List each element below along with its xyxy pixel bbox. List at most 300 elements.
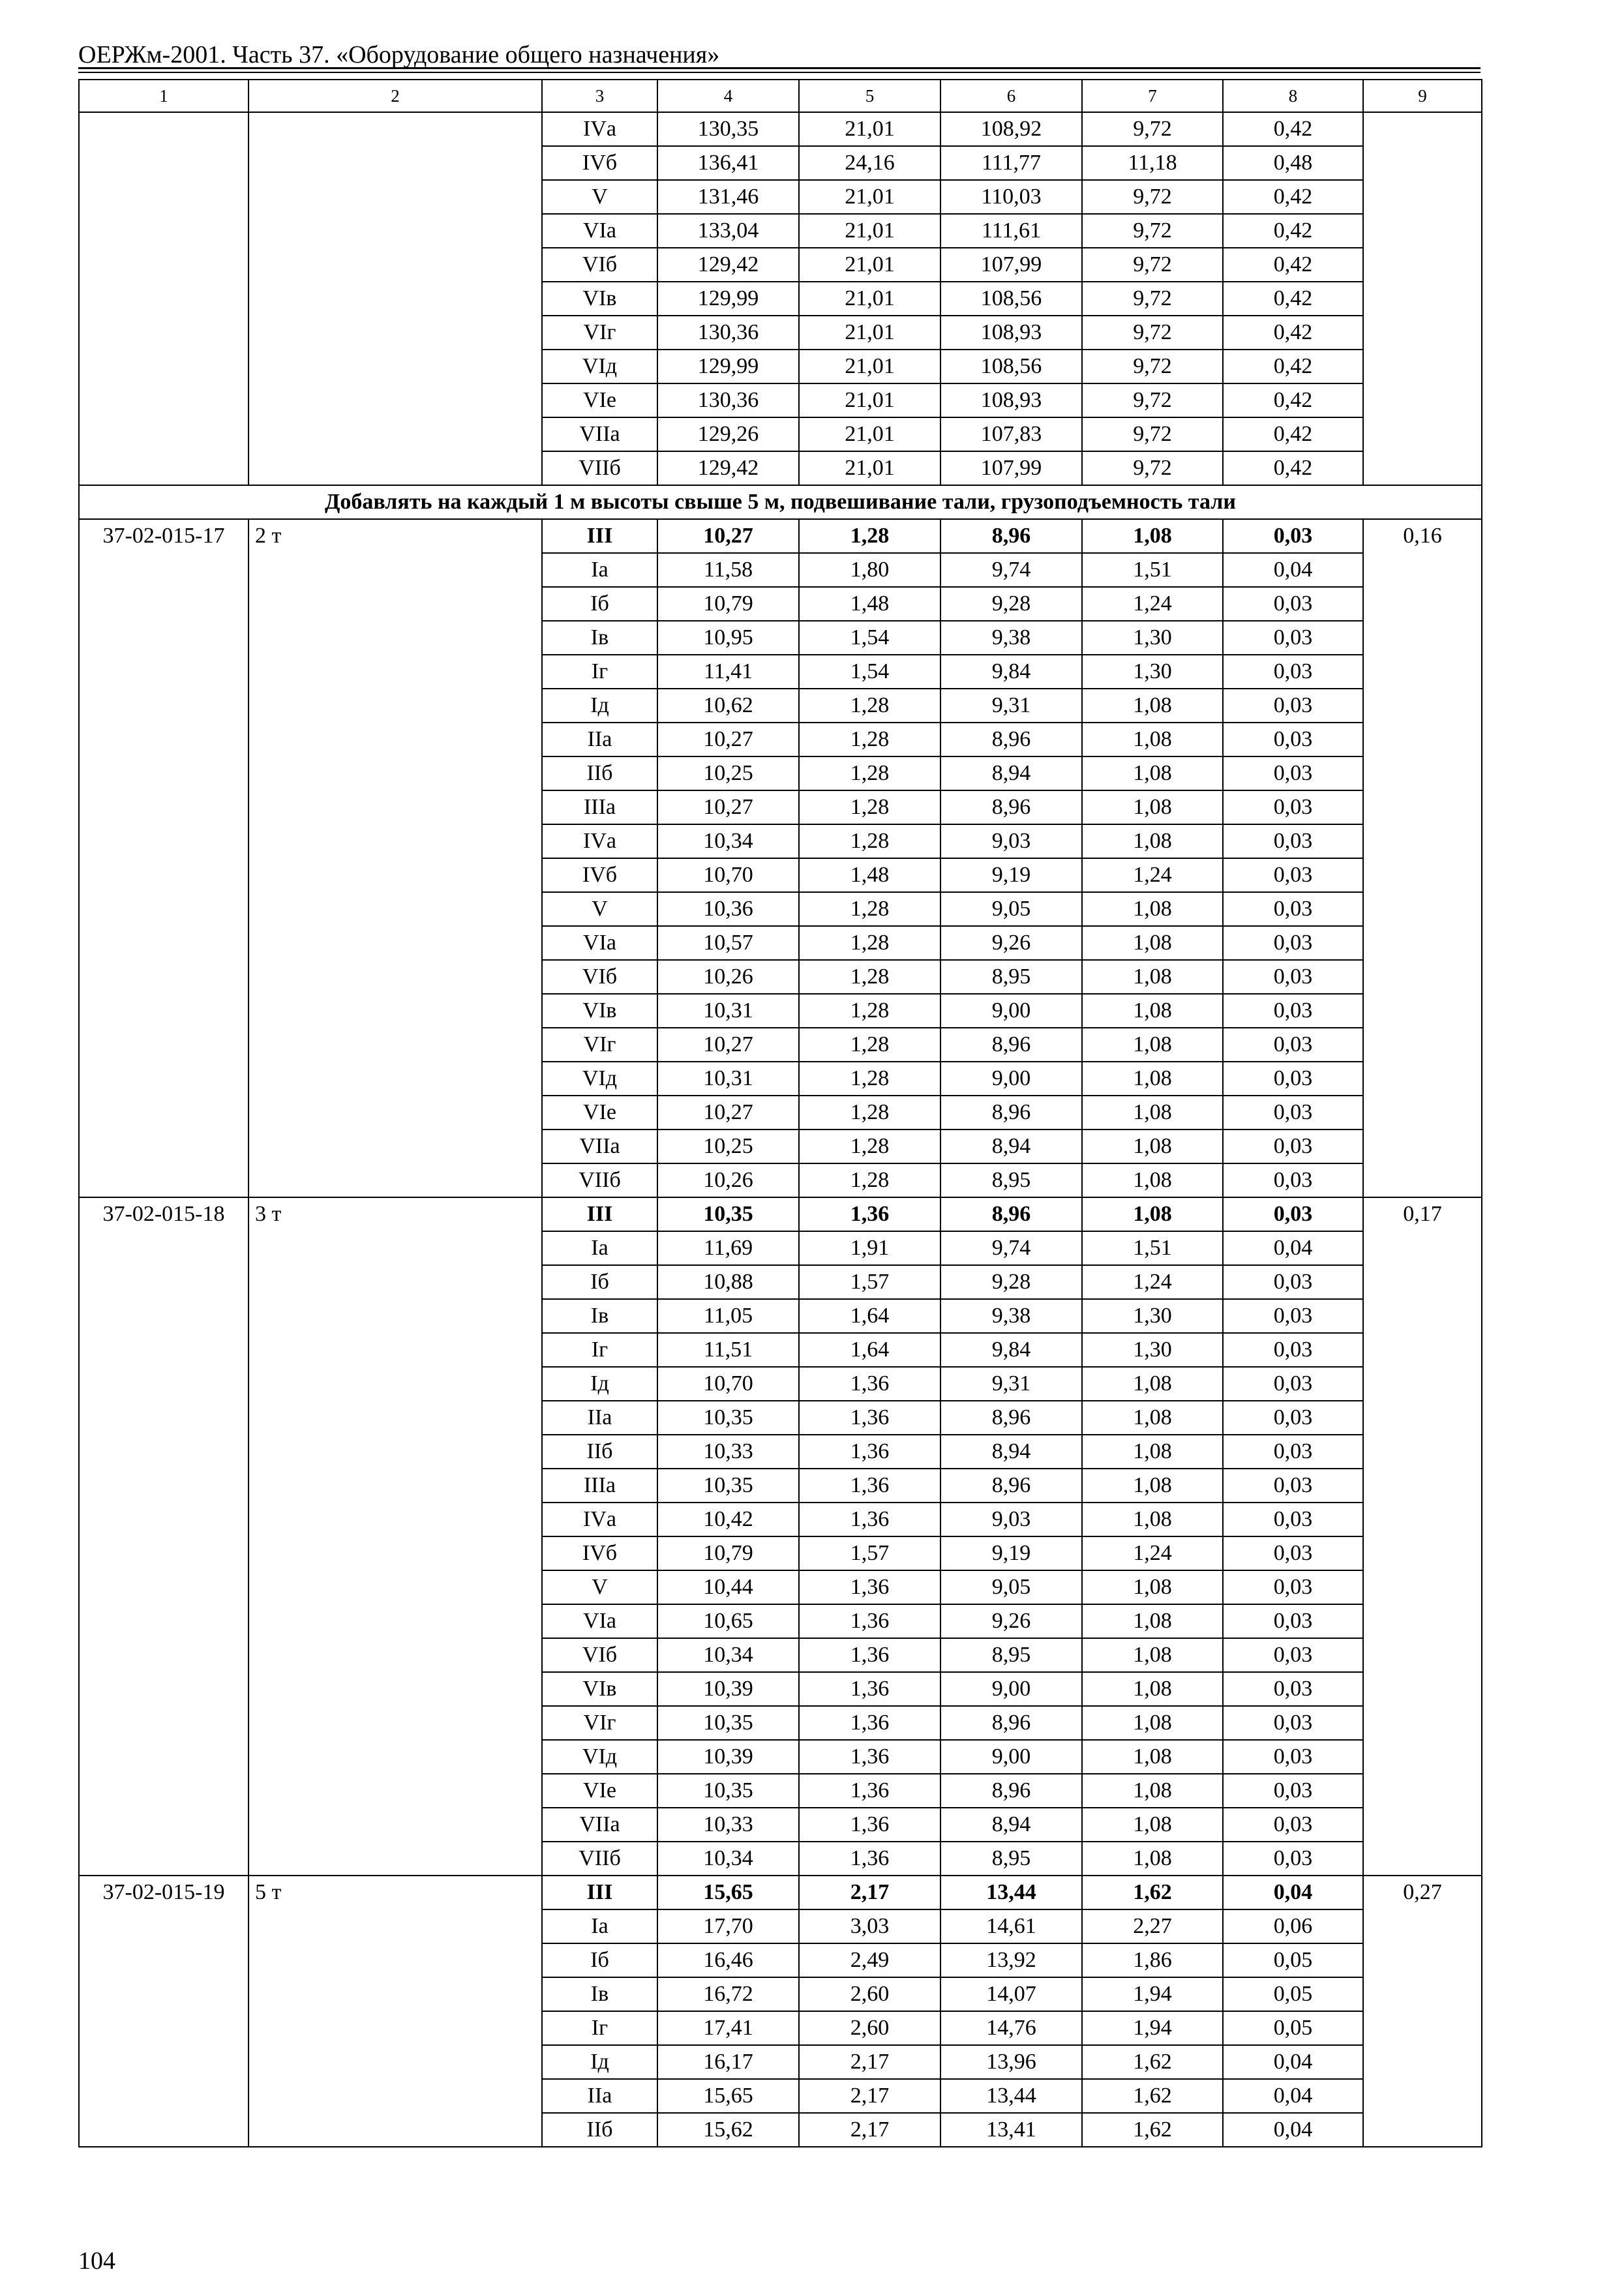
total-cost: 10,34 [657,824,799,858]
machine-cost: 110,03 [940,180,1082,214]
total-cost: 10,70 [657,1367,799,1401]
wages: 1,36 [799,1638,940,1672]
region-code: VIв [542,994,657,1028]
total-cost: 10,79 [657,587,799,621]
total-cost: 130,36 [657,316,799,350]
name-cell [248,112,542,485]
materials-cost: 0,03 [1223,1130,1363,1163]
norm-table [78,79,1482,2147]
column-number-row [79,80,1482,112]
region-code: VIIа [542,417,657,451]
total-cost: 10,35 [657,1706,799,1740]
wages: 2,17 [799,2079,940,2113]
hoist-capacity: 3 т [248,1197,542,1876]
document-title: ОЕРЖм-2001. Часть 37. «Оборудование общего назначения» [78,41,720,68]
wages: 1,28 [799,1163,940,1197]
materials-cost: 0,03 [1223,858,1363,892]
machine-cost: 108,56 [940,350,1082,383]
region-code: VIг [542,1706,657,1740]
region-code: Iа [542,1231,657,1265]
table-row [79,112,1482,146]
wages: 2,17 [799,1876,940,1909]
total-cost: 10,34 [657,1842,799,1876]
total-cost: 129,42 [657,451,799,485]
machine-cost: 9,26 [940,926,1082,960]
machine-cost: 8,96 [940,1706,1082,1740]
materials-cost: 0,04 [1223,2079,1363,2113]
materials-cost: 0,03 [1223,1333,1363,1367]
column-number: 8 [1223,80,1363,112]
machine-cost: 9,19 [940,1536,1082,1570]
total-cost: 11,05 [657,1299,799,1333]
machine-cost: 9,28 [940,1265,1082,1299]
region-code: Iг [542,2011,657,2045]
machine-cost: 111,77 [940,146,1082,180]
machinist-wages: 1,08 [1082,892,1223,926]
region-code: VIIа [542,1130,657,1163]
wages: 2,60 [799,1977,940,2011]
machine-cost: 108,92 [940,112,1082,146]
region-code: Iв [542,1977,657,2011]
wages: 1,28 [799,756,940,790]
header-rule-thin [78,72,1481,73]
machinist-wages: 9,72 [1082,350,1223,383]
machinist-wages: 1,24 [1082,587,1223,621]
region-code: IIа [542,2079,657,2113]
total-cost: 10,95 [657,621,799,655]
machinist-wages: 1,24 [1082,858,1223,892]
wages: 2,49 [799,1943,940,1977]
materials-cost: 0,03 [1223,1536,1363,1570]
machinist-wages: 1,62 [1082,2079,1223,2113]
table-row [79,1197,1482,1231]
wages: 1,28 [799,1096,940,1130]
machine-cost: 8,96 [940,1028,1082,1062]
total-cost: 16,72 [657,1977,799,2011]
table-row [79,519,1482,553]
region-code: VIIа [542,1808,657,1842]
wages: 1,28 [799,1028,940,1062]
machine-cost: 108,93 [940,383,1082,417]
total-cost: 129,42 [657,248,799,282]
wages: 1,36 [799,1197,940,1231]
machinist-wages: 1,86 [1082,1943,1223,1977]
region-code: IIб [542,1435,657,1469]
total-cost: 10,31 [657,1062,799,1096]
machinist-wages: 1,30 [1082,1299,1223,1333]
machinist-wages: 1,08 [1082,1638,1223,1672]
total-cost: 130,35 [657,112,799,146]
region-code: III [542,1876,657,1909]
machine-cost: 9,84 [940,655,1082,689]
wages: 24,16 [799,146,940,180]
total-cost: 10,39 [657,1740,799,1774]
wages: 1,36 [799,1367,940,1401]
norm-code: 37-02-015-19 [79,1876,248,2147]
wages: 21,01 [799,316,940,350]
total-cost: 10,33 [657,1435,799,1469]
region-code: IIа [542,723,657,756]
total-cost: 131,46 [657,180,799,214]
hoist-capacity: 5 т [248,1876,542,2147]
wages: 1,28 [799,994,940,1028]
wages: 2,60 [799,2011,940,2045]
region-code: IVб [542,146,657,180]
region-code: IIб [542,2113,657,2147]
machine-cost: 107,99 [940,451,1082,485]
machine-cost: 8,96 [940,1401,1082,1435]
region-code: VIб [542,248,657,282]
total-cost: 10,26 [657,1163,799,1197]
materials-cost: 0,03 [1223,892,1363,926]
wages: 21,01 [799,350,940,383]
materials-cost: 0,42 [1223,350,1363,383]
wages: 3,03 [799,1909,940,1943]
machinist-wages: 1,08 [1082,723,1223,756]
region-code: IIб [542,756,657,790]
norm-code: 37-02-015-18 [79,1197,248,1876]
total-cost: 10,65 [657,1604,799,1638]
machine-cost: 9,00 [940,1062,1082,1096]
materials-cost: 0,42 [1223,282,1363,316]
machinist-wages: 1,08 [1082,1469,1223,1503]
materials-cost: 0,05 [1223,1943,1363,1977]
machine-cost: 9,05 [940,892,1082,926]
materials-cost: 0,03 [1223,1740,1363,1774]
wages: 1,36 [799,1401,940,1435]
machinist-wages: 1,51 [1082,1231,1223,1265]
machinist-wages: 1,08 [1082,790,1223,824]
total-cost: 16,46 [657,1943,799,1977]
machinist-wages: 1,08 [1082,1062,1223,1096]
machine-cost: 13,92 [940,1943,1082,1977]
total-cost: 10,31 [657,994,799,1028]
machine-cost: 8,96 [940,1096,1082,1130]
wages: 1,80 [799,553,940,587]
total-cost: 10,57 [657,926,799,960]
machine-cost: 9,00 [940,1740,1082,1774]
region-code: IVа [542,824,657,858]
wages: 1,54 [799,621,940,655]
region-code: VIв [542,1672,657,1706]
wages: 1,28 [799,892,940,926]
total-cost: 10,27 [657,790,799,824]
machinist-wages: 1,08 [1082,994,1223,1028]
region-code: IIIа [542,790,657,824]
materials-cost: 0,03 [1223,1706,1363,1740]
materials-cost: 0,03 [1223,1604,1363,1638]
materials-cost: 0,03 [1223,790,1363,824]
machine-cost: 8,96 [940,1197,1082,1231]
machinist-wages: 11,18 [1082,146,1223,180]
machine-cost: 9,74 [940,553,1082,587]
region-code: Iд [542,1367,657,1401]
machinist-wages: 1,24 [1082,1265,1223,1299]
total-cost: 11,41 [657,655,799,689]
materials-cost: 0,03 [1223,1570,1363,1604]
total-cost: 11,51 [657,1333,799,1367]
total-cost: 130,36 [657,383,799,417]
column-number: 6 [940,80,1082,112]
machine-cost: 8,96 [940,1469,1082,1503]
coefficient-cell [1363,112,1482,485]
machine-cost: 9,74 [940,1231,1082,1265]
machine-cost: 8,96 [940,723,1082,756]
region-code: III [542,1197,657,1231]
machine-cost: 8,96 [940,519,1082,553]
materials-cost: 0,42 [1223,248,1363,282]
machine-cost: 111,61 [940,214,1082,248]
region-code: V [542,180,657,214]
region-code: VIб [542,1638,657,1672]
machine-cost: 14,76 [940,2011,1082,2045]
materials-cost: 0,42 [1223,112,1363,146]
wages: 1,64 [799,1333,940,1367]
region-code: IIа [542,1401,657,1435]
materials-cost: 0,03 [1223,1062,1363,1096]
total-cost: 10,33 [657,1808,799,1842]
region-code: VIе [542,383,657,417]
machinist-wages: 1,62 [1082,1876,1223,1909]
materials-cost: 0,42 [1223,180,1363,214]
region-code: VIе [542,1096,657,1130]
wages: 1,36 [799,1469,940,1503]
wages: 1,48 [799,587,940,621]
table-row [79,1876,1482,1909]
machinist-wages: 1,08 [1082,519,1223,553]
region-code: VIд [542,1740,657,1774]
region-code: VIа [542,926,657,960]
materials-cost: 0,03 [1223,1435,1363,1469]
materials-cost: 0,03 [1223,1842,1363,1876]
materials-cost: 0,03 [1223,1503,1363,1536]
wages: 1,28 [799,723,940,756]
total-cost: 15,65 [657,2079,799,2113]
machinist-wages: 1,08 [1082,1774,1223,1808]
machinist-wages: 1,08 [1082,1435,1223,1469]
total-cost: 133,04 [657,214,799,248]
materials-cost: 0,03 [1223,1028,1363,1062]
machine-cost: 14,07 [940,1977,1082,2011]
materials-cost: 0,04 [1223,2045,1363,2079]
region-code: IVб [542,1536,657,1570]
total-cost: 136,41 [657,146,799,180]
materials-cost: 0,04 [1223,1231,1363,1265]
total-cost: 10,62 [657,689,799,723]
machinist-wages: 1,08 [1082,689,1223,723]
machinist-wages: 9,72 [1082,282,1223,316]
materials-cost: 0,03 [1223,926,1363,960]
wages: 1,28 [799,960,940,994]
wages: 1,28 [799,824,940,858]
wages: 21,01 [799,451,940,485]
column-number: 1 [79,80,248,112]
wages: 1,28 [799,790,940,824]
materials-cost: 0,03 [1223,689,1363,723]
wages: 1,36 [799,1503,940,1536]
machine-cost: 8,95 [940,960,1082,994]
machine-cost: 13,44 [940,2079,1082,2113]
materials-cost: 0,03 [1223,1096,1363,1130]
materials-cost: 0,03 [1223,621,1363,655]
machine-cost: 9,05 [940,1570,1082,1604]
total-cost: 17,70 [657,1909,799,1943]
machine-cost: 8,94 [940,756,1082,790]
materials-cost: 0,48 [1223,146,1363,180]
region-code: IVб [542,858,657,892]
wages: 1,28 [799,1130,940,1163]
machinist-wages: 1,08 [1082,1130,1223,1163]
wages: 21,01 [799,417,940,451]
machine-cost: 9,38 [940,621,1082,655]
region-code: Iв [542,1299,657,1333]
machinist-wages: 9,72 [1082,383,1223,417]
section-row [79,485,1482,519]
wages: 1,28 [799,689,940,723]
wages: 2,17 [799,2045,940,2079]
total-cost: 10,26 [657,960,799,994]
wages: 21,01 [799,112,940,146]
materials-cost: 0,03 [1223,1197,1363,1231]
materials-cost: 0,03 [1223,1367,1363,1401]
machinist-wages: 1,08 [1082,824,1223,858]
page-header [78,38,1481,72]
column-number: 7 [1082,80,1223,112]
materials-cost: 0,03 [1223,1265,1363,1299]
machinist-wages: 1,08 [1082,1570,1223,1604]
machinist-wages: 1,51 [1082,553,1223,587]
region-code: VIд [542,1062,657,1096]
wages: 1,36 [799,1570,940,1604]
machinist-wages: 1,08 [1082,1197,1223,1231]
machine-cost: 8,95 [940,1638,1082,1672]
total-cost: 10,25 [657,1130,799,1163]
materials-cost: 0,04 [1223,2113,1363,2147]
machinist-wages: 1,94 [1082,1977,1223,2011]
machine-cost: 9,00 [940,1672,1082,1706]
wages: 21,01 [799,248,940,282]
machinist-wages: 9,72 [1082,316,1223,350]
materials-cost: 0,03 [1223,655,1363,689]
total-cost: 10,35 [657,1774,799,1808]
wages: 21,01 [799,214,940,248]
wages: 1,36 [799,1808,940,1842]
machine-cost: 8,94 [940,1808,1082,1842]
machine-cost: 9,19 [940,858,1082,892]
machinist-wages: 1,08 [1082,1028,1223,1062]
total-cost: 10,42 [657,1503,799,1536]
wages: 1,91 [799,1231,940,1265]
machine-cost: 9,31 [940,1367,1082,1401]
norm-code: 37-02-015-17 [79,519,248,1197]
wages: 1,28 [799,519,940,553]
materials-cost: 0,04 [1223,1876,1363,1909]
machinist-wages: 1,08 [1082,1604,1223,1638]
wages: 1,36 [799,1774,940,1808]
machine-cost: 9,26 [940,1604,1082,1638]
machinist-wages: 1,08 [1082,1740,1223,1774]
region-code: Iб [542,587,657,621]
total-cost: 10,88 [657,1265,799,1299]
machinist-wages: 1,30 [1082,621,1223,655]
materials-cost: 0,06 [1223,1909,1363,1943]
machinist-wages: 1,08 [1082,1842,1223,1876]
machine-cost: 13,96 [940,2045,1082,2079]
machine-cost: 8,96 [940,1774,1082,1808]
materials-cost: 0,05 [1223,1977,1363,2011]
region-code: VIIб [542,1163,657,1197]
total-cost: 10,27 [657,723,799,756]
region-code: III [542,519,657,553]
machinist-wages: 1,08 [1082,926,1223,960]
machinist-wages: 1,08 [1082,1096,1223,1130]
wages: 1,57 [799,1536,940,1570]
region-code: VIIб [542,1842,657,1876]
machine-cost: 107,83 [940,417,1082,451]
column-number: 2 [248,80,542,112]
machine-cost: 107,99 [940,248,1082,282]
region-code: V [542,892,657,926]
wages: 21,01 [799,180,940,214]
machine-cost: 8,96 [940,790,1082,824]
region-code: IVа [542,1503,657,1536]
materials-cost: 0,03 [1223,587,1363,621]
header-rule-thick [78,67,1481,69]
total-cost: 10,79 [657,1536,799,1570]
materials-cost: 0,03 [1223,1401,1363,1435]
machinist-wages: 1,24 [1082,1536,1223,1570]
column-number: 3 [542,80,657,112]
materials-cost: 0,03 [1223,1774,1363,1808]
wages: 1,36 [799,1842,940,1876]
region-code: VIа [542,1604,657,1638]
materials-cost: 0,03 [1223,1808,1363,1842]
region-code: IVа [542,112,657,146]
machine-cost: 9,00 [940,994,1082,1028]
region-code: VIв [542,282,657,316]
wages: 1,28 [799,1062,940,1096]
machinist-wages: 1,30 [1082,655,1223,689]
materials-cost: 0,42 [1223,214,1363,248]
machinist-wages: 1,30 [1082,1333,1223,1367]
code-cell [79,112,248,485]
region-code: V [542,1570,657,1604]
wages: 21,01 [799,282,940,316]
materials-cost: 0,42 [1223,417,1363,451]
total-cost: 10,39 [657,1672,799,1706]
wages: 1,57 [799,1265,940,1299]
column-number: 5 [799,80,940,112]
region-code: Iд [542,2045,657,2079]
machine-cost: 9,03 [940,824,1082,858]
region-code: Iд [542,689,657,723]
machinist-wages: 1,08 [1082,1672,1223,1706]
materials-cost: 0,03 [1223,1672,1363,1706]
hoist-capacity: 2 т [248,519,542,1197]
wages: 1,54 [799,655,940,689]
column-number: 4 [657,80,799,112]
machine-cost: 9,03 [940,1503,1082,1536]
wages: 1,36 [799,1672,940,1706]
region-code: Iб [542,1943,657,1977]
machinist-wages: 9,72 [1082,248,1223,282]
total-cost: 10,35 [657,1197,799,1231]
machinist-wages: 1,62 [1082,2045,1223,2079]
coefficient-cell: 0,27 [1363,1876,1482,2147]
machinist-wages: 1,62 [1082,2113,1223,2147]
machinist-wages: 1,08 [1082,960,1223,994]
total-cost: 10,36 [657,892,799,926]
